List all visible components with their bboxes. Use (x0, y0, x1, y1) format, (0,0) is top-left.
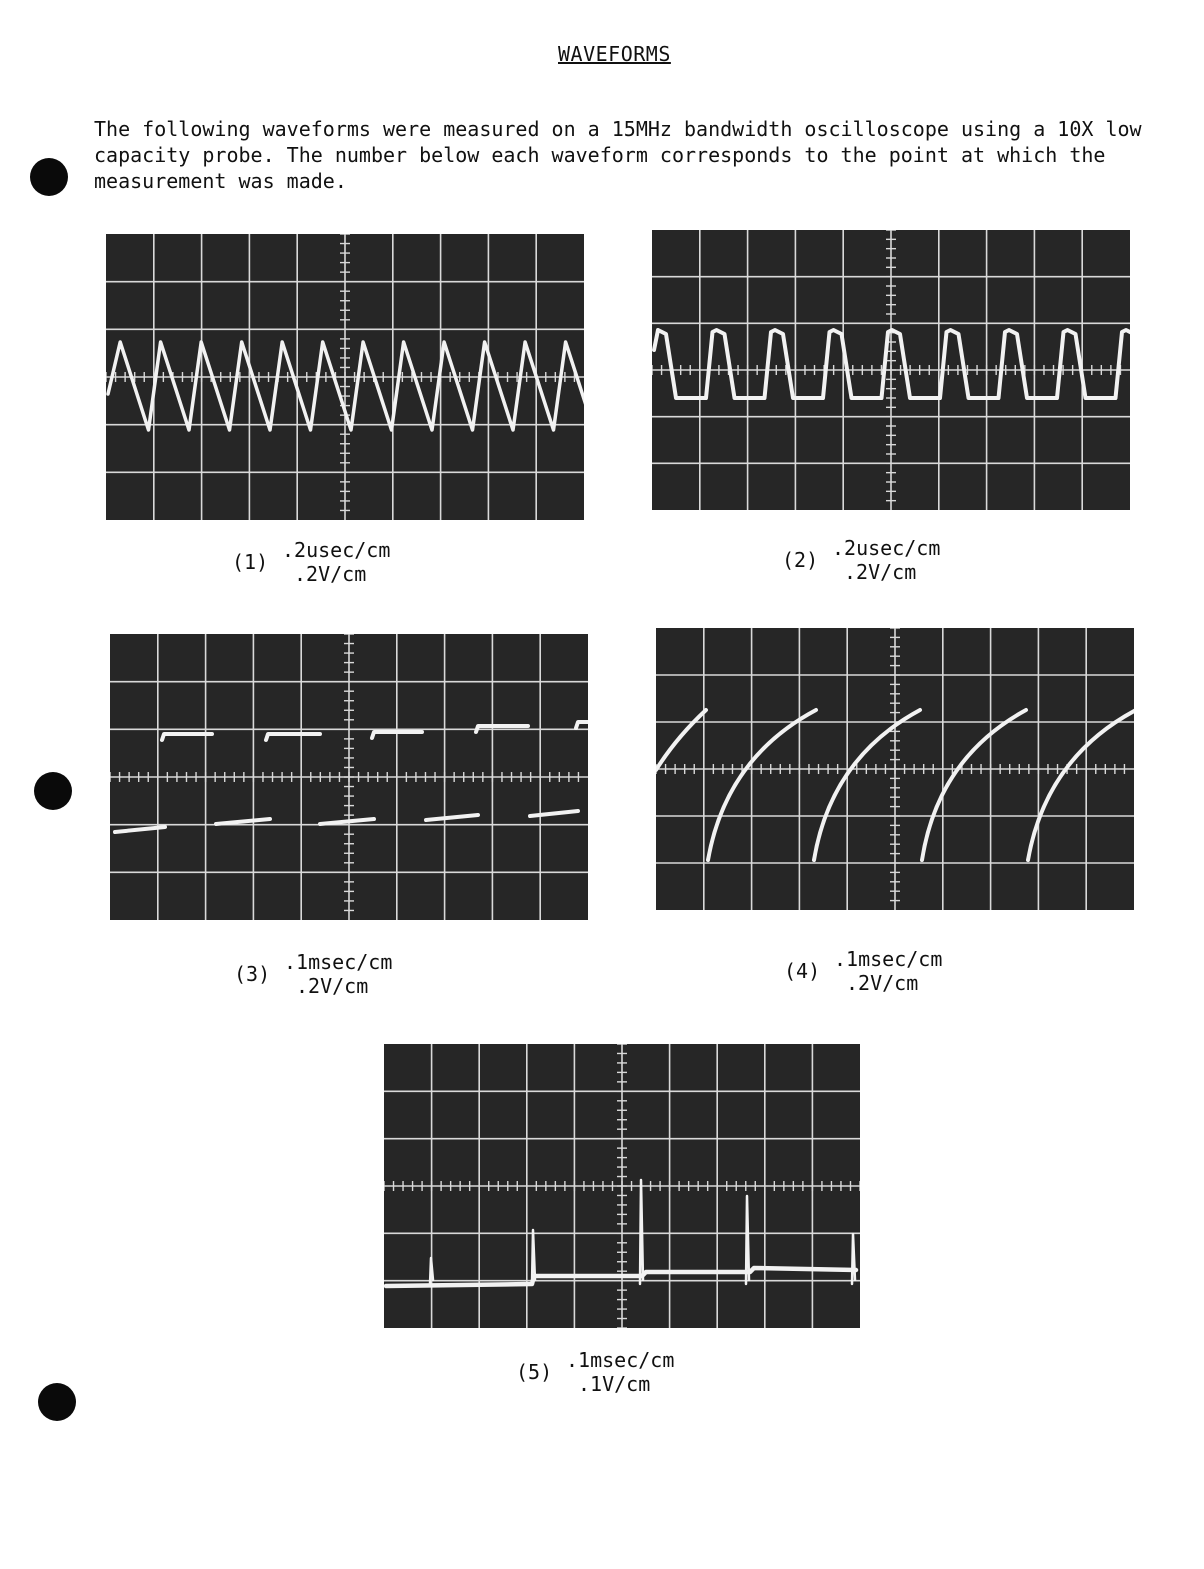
waveform-2-number: (2) (782, 548, 819, 572)
waveform-1-graph (106, 234, 584, 520)
signal-trace (266, 734, 320, 740)
signal-trace (922, 710, 1026, 860)
waveform-5-graph (384, 1044, 860, 1328)
oscilloscope-trace-1 (106, 234, 584, 520)
waveform-4-timebase: .1msec/cm (834, 947, 943, 971)
binder-hole-middle (34, 772, 72, 810)
waveform-1-timebase: .2usec/cm (282, 538, 391, 562)
signal-trace (814, 710, 920, 860)
oscilloscope-trace-4 (656, 628, 1134, 910)
waveform-1-number: (1) (232, 550, 269, 574)
signal-trace (576, 722, 588, 728)
waveform-2-volts-per-div: .2V/cm (844, 560, 917, 584)
oscilloscope-trace-3 (110, 634, 588, 920)
waveform-3-number: (3) (234, 962, 271, 986)
signal-trace (320, 819, 374, 824)
waveform-3-volts-per-div: .2V/cm (296, 974, 369, 998)
waveform-3-graph (110, 634, 588, 920)
signal-trace (426, 815, 478, 820)
signal-trace (852, 1234, 855, 1284)
page-title: WAVEFORMS (558, 42, 671, 66)
waveform-4-number: (4) (784, 959, 821, 983)
axis-ticks (110, 634, 578, 910)
intro-paragraph: The following waveforms were measured on a 15MHz bandwidth oscilloscope using a 10X low capacity probe. The number below each waveform corresponds to the point at which the measurement was made. (94, 117, 1142, 193)
graticule-grid (106, 234, 584, 520)
binder-hole-bottom (38, 1383, 76, 1421)
waveform-5-volts-per-div: .1V/cm (578, 1372, 651, 1396)
binder-hole-top (30, 158, 68, 196)
waveform-4-graph (656, 628, 1134, 910)
waveform-5-number: (5) (516, 1360, 553, 1384)
waveform-5-timebase: .1msec/cm (566, 1348, 675, 1372)
axis-ticks (106, 234, 574, 510)
graticule-grid (656, 628, 1134, 910)
signal-trace (530, 811, 578, 816)
graticule-grid (110, 634, 588, 920)
waveform-3-timebase: .1msec/cm (284, 950, 393, 974)
signal-trace (216, 819, 270, 824)
signal-trace (162, 734, 212, 740)
signal-trace (654, 330, 1130, 398)
oscilloscope-trace-2 (652, 230, 1130, 510)
waveform-2-graph (652, 230, 1130, 510)
axis-ticks (656, 628, 1124, 901)
waveform-1-volts-per-div: .2V/cm (294, 562, 367, 586)
waveform-2-timebase: .2usec/cm (832, 536, 941, 560)
signal-trace (640, 1180, 643, 1284)
signal-trace (656, 710, 706, 770)
signal-trace (1028, 710, 1134, 860)
waveform-4-volts-per-div: .2V/cm (846, 971, 919, 995)
oscilloscope-trace-5 (384, 1044, 860, 1328)
